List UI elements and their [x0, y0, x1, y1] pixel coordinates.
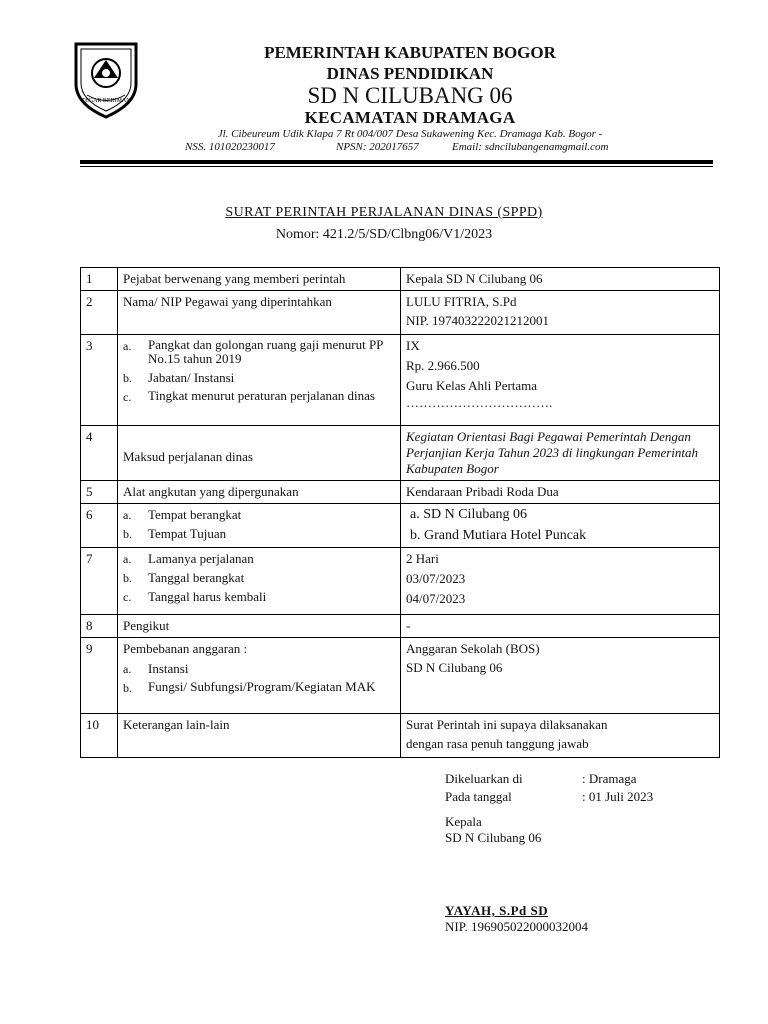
document-number: Nomor: 421.2/5/SD/Clbng06/V1/2023	[275, 227, 493, 242]
row-number: 2	[81, 291, 118, 335]
row-value	[401, 714, 720, 758]
table-row	[81, 638, 720, 714]
row-number: 7	[81, 548, 118, 615]
row-description	[118, 335, 401, 426]
row-value	[401, 335, 720, 426]
row-description	[118, 504, 401, 548]
trip-duration: 2 Hari	[406, 551, 439, 566]
row-value: Kepala SD N Cilubang 06	[401, 268, 720, 291]
row-description	[118, 548, 401, 615]
government-name: PEMERINTAH KABUPATEN BOGOR	[264, 43, 556, 62]
remark-line-1: Surat Perintah ini supaya dilaksanakan	[406, 717, 608, 732]
issued-at-value: : Dramaga	[582, 771, 637, 786]
level-value: …………………………….	[406, 395, 553, 410]
issued-at-label: Dikeluarkan di	[445, 771, 523, 786]
logo-caption: TEGAR BERIMAN	[81, 98, 131, 104]
bogor-regency-logo	[70, 40, 142, 120]
school-address: Jl. Cibeureum Udik Klapa 7 Rt 004/007 Desa Sukawening Kec. Dramaga Kab. Bogor -	[217, 128, 603, 140]
table-row	[81, 481, 720, 504]
departure-place: a. SD N Cilubang 06	[410, 507, 528, 522]
employee-name: LULU FITRIA, S.Pd	[406, 294, 517, 309]
district-name: KECAMATAN DRAMAGA	[304, 108, 516, 127]
row-value	[401, 504, 720, 548]
sub-item: b. Tempat Tujuan	[123, 526, 227, 541]
sub-item: c. Tanggal harus kembali	[123, 589, 267, 604]
npsn-number: NPSN: 202017657	[336, 141, 419, 153]
document-title: SURAT PERINTAH PERJALANAN DINAS (SPPD)	[225, 205, 543, 220]
row-number: 4	[81, 426, 118, 481]
destination-place: b. Grand Mutiara Hotel Puncak	[410, 528, 587, 543]
sub-item: a. Pangkat dan golongan ruang gaji menurut PP No.15 tahun 2019	[123, 337, 383, 366]
row-description: Nama/ NIP Pegawai yang diperintahkan	[118, 291, 401, 335]
position-value: Guru Kelas Ahli Pertama	[406, 378, 538, 393]
row-description: Pejabat berwenang yang memberi perintah	[118, 268, 401, 291]
row-value	[401, 291, 720, 335]
remark-line-2: dengan rasa penuh tanggung jawab	[406, 736, 589, 751]
department-name: DINAS PENDIDIKAN	[326, 64, 494, 83]
sub-item: a. Tempat berangkat	[123, 507, 242, 522]
sub-item: a. Instansi	[123, 661, 189, 676]
row-number: 9	[81, 638, 118, 714]
sppd-table	[80, 267, 720, 758]
salary-value: Rp. 2.966.500	[406, 358, 480, 373]
letterhead-divider-thin	[80, 166, 713, 167]
row-number: 1	[81, 268, 118, 291]
table-row	[81, 291, 720, 335]
school-name: SD N CILUBANG 06	[307, 83, 513, 108]
table-row	[81, 504, 720, 548]
row-number: 5	[81, 481, 118, 504]
sub-item: a. Lamanya perjalanan	[123, 551, 254, 566]
nss-number: NSS. 101020230017	[185, 141, 275, 153]
row-number: 3	[81, 335, 118, 426]
issued-date-value: : 01 Juli 2023	[582, 789, 654, 804]
row-description	[118, 638, 401, 714]
row-value	[401, 548, 720, 615]
sub-item: b. Tanggal berangkat	[123, 570, 245, 585]
employee-nip: NIP. 197403222021212001	[406, 313, 550, 328]
issued-date-label: Pada tanggal	[445, 789, 512, 804]
signer-name: YAYAH, S.Pd SD	[445, 903, 549, 918]
letterhead-divider-thick	[80, 160, 713, 164]
row-value: -	[401, 615, 720, 638]
row-value	[401, 638, 720, 714]
budget-heading: Pembebanan anggaran :	[123, 641, 248, 656]
row-number: 10	[81, 714, 118, 758]
row-description: Maksud perjalanan dinas	[118, 426, 401, 481]
row-number: 6	[81, 504, 118, 548]
school-email: Email: sdncilubangenamgmail.com	[452, 141, 609, 153]
signer-institution: SD N Cilubang 06	[445, 830, 542, 845]
row-value: Kendaraan Pribadi Roda Dua	[401, 481, 720, 504]
table-row	[81, 426, 720, 481]
row-description: Pengikut	[118, 615, 401, 638]
sub-item: b. Jabatan/ Instansi	[123, 370, 235, 385]
budget-agency: SD N Cilubang 06	[406, 660, 503, 675]
sub-item: c. Tingkat menurut peraturan perjalanan dinas	[123, 388, 375, 404]
table-row	[81, 615, 720, 638]
row-description: Keterangan lain-lain	[118, 714, 401, 758]
sub-item: b. Fungsi/ Subfungsi/Program/Kegiatan MAK	[123, 679, 376, 695]
departure-date: 03/07/2023	[406, 571, 466, 586]
row-description: Alat angkutan yang dipergunakan	[118, 481, 401, 504]
budget-source: Anggaran Sekolah (BOS)	[406, 641, 540, 656]
rank-value: IX	[406, 338, 420, 353]
return-date: 04/07/2023	[406, 591, 466, 606]
table-row	[81, 714, 720, 758]
table-row	[81, 268, 720, 291]
row-value: Kegiatan Orientasi Bagi Pegawai Pemerintah Dengan Perjanjian Kerja Tahun 2023 di lingkungan Pemerintah Kabupaten Bogor	[401, 426, 720, 481]
signer-position: Kepala	[445, 814, 482, 829]
table-row	[81, 335, 720, 426]
signer-nip: NIP. 196905022000032004	[445, 919, 589, 934]
row-number: 8	[81, 615, 118, 638]
table-row	[81, 548, 720, 615]
